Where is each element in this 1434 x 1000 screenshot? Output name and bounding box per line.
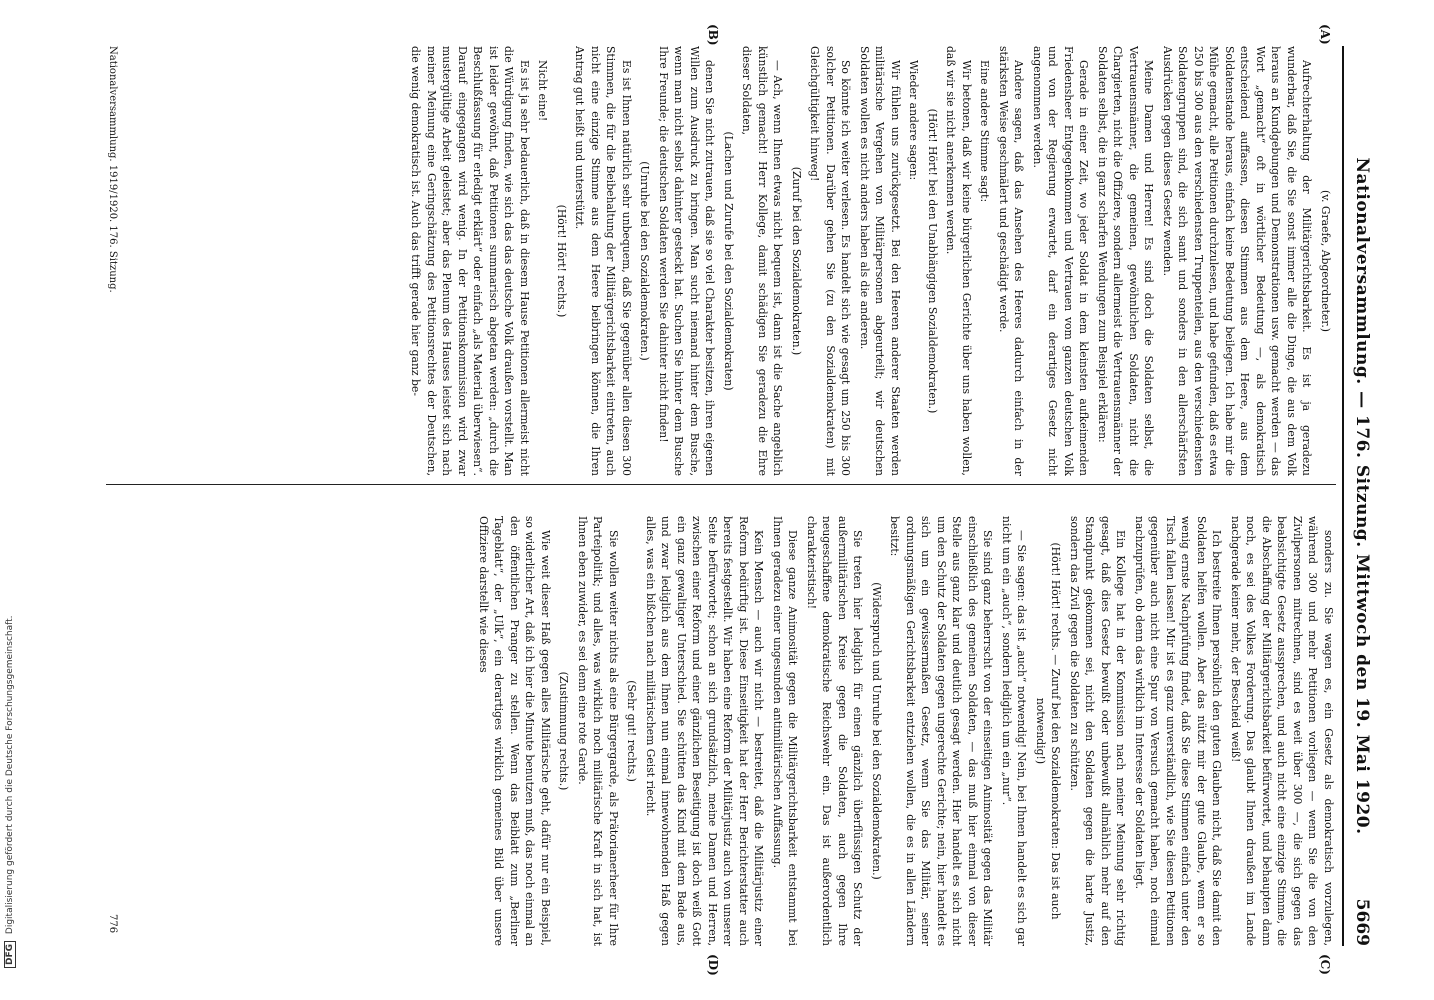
right-column [96,516,1336,946]
footer-citation: Nationalversammlung. 1919/1920. 176. Sitzung. [107,46,118,293]
paragraph: (Lachen und Zurufe bei den Sozialdemokraten) [722,131,735,391]
paragraph: sonders zu. Sie wagen es, ein Gesetz als demokratisch vorzulegen, während 300 und mehr Petitionen vorliegen — wenn Sie die von den Zivilpersonen mitrechnen, sind es weit über 300 —, die sich gegen das beabsichtigte Gesetz aussprechen, und auch nicht eine einzige Stimme, die die Abschaffung der Militärgerichtsbarkeit befürwortet, und behaupten dann noch, es sei des Volkes Forderung. Das glaubt Ihnen draußen im Lande nachgerade keiner mehr, der Bescheid weiß! [1229,516,1335,946]
paragraph: (Hört! Hört! rechts.) [555,204,568,318]
page-header [1342,46,1374,946]
paragraph: Wieder andere sagen: [907,60,921,181]
paragraph: Meine Damen und Herren! Es sind doch die Soldaten selbst, die Vertrauensmänner, die gemeinen, gewöhnlichen Soldaten, nicht die Chargierten, nicht die Offiziere, sondern allermeist die Vertrauensmänner der Soldaten selbst, die in ganz scharfen Wendungen zum Beispiel erklären: [1096,46,1156,476]
header-title: Nationalversammlung. — 176. Sitzung. Mittwoch den 19. Mai 1920. [1352,157,1372,835]
dfg-logo: DFG [4,941,16,968]
paragraph: (Hört! Hört! bei den Unabhängigen Sozialdemokraten.) [926,108,939,414]
paragraph: Sie sind ganz beherrscht von der einseitigen Animosität gegen das Militär einschließlich des gemeinen Soldaten, — das muß hier einmal von dieser Stelle aus ganz klar und deutlich gesagt werden. Hier handelt es sich nicht um den Schutz der Soldaten gegen ungerechte Gerichte; nein, hier handelt es sich um ein gewissermaßen Gesetz, wenn Sie das Militär, seiner ordnungsmäßigen Gerichtsbarkeit entziehen wollen, die es in allen Ländern besitzt: [888,516,995,946]
credit-text: Digitalisierung gefördert durch die Deutsche Forschungsgemeinschaft. [5,615,15,935]
paragraph: Diese ganze Animosität gegen die Militärgerichtsbarkeit entstammt bei Ihnen geradezu einer ungesunden antimilitärischen Auffassung. [771,516,800,946]
paragraph: Eine andere Stimme sagt: [978,60,992,203]
column-divider [106,484,1336,485]
scanned-page [80,0,1380,994]
sidebar-credit [4,0,24,968]
footer-page-number: 776 [107,914,118,934]
margin-marker-d: (D) [706,954,720,976]
margin-marker-b: (B) [706,24,720,46]
paragraph: Wie weit dieser Haß gegen alles Militärische geht, dafür nur ein Beispiel, so widerlicher Art, daß ich hier die Minute benutzen muß, das noch einmal an den öffentlichen Pranger zu stellen. Wenn das Beiblatt zum „Berliner Tageblatt“, der „Ulk“, ein derartiges wirklich gemeines Bild über unsere Offiziere darstellt wie dieses [477,516,552,946]
left-column [96,46,1336,476]
paragraph: denen Sie nicht zutrauen, daß sie so viel Charakter besitzen, ihren eigenen Willen zum Ausdruck zu bringen. Man sucht niemand hinter dem Busche, wenn man nicht selbst dahinter gesteckt hat. Suchen Sie hinter dem Busche Ihre Freunde; die deutschen Soldaten werden Sie dahinter nicht finden! [657,46,717,476]
paragraph: Wir fühlen uns zurückgesetzt. Bei den Heeren anderer Staaten werden militärische Vergehen von Militärpersonen abgeurteilt; wir deutschen Soldaten wollen es nicht anders haben als die anderen. [858,46,902,476]
paragraph: (Zuruf bei den Sozialdemokraten.) [790,166,803,356]
paragraph: Nicht eine! [536,60,550,122]
paragraph: (Widerspruch und Unruhe bei den Sozialdemokraten.) [870,582,883,880]
paragraph: Sie treten hier lediglich für einen gänzlich überflüssigen Schutz der außermilitärischen Kreise gegen die Soldaten, auch gegen Ihre neugeschaffene demokratische Reichswehr ein. Das ist außerordentlich charakteristisch! [805,516,865,946]
paragraph: (Hört! Hört! rechts. — Zuruf bei den Sozialdemokraten: Das ist auch notwendig!) [1034,542,1063,920]
paragraph: Es ist Ihnen natürlich sehr unbequem, daß Sie gegenüber allen diesen 300 Stimmen, die für die Beibehaltung der Militärgerichtsbarkeit eintreten, auch nicht eine einzige Stimme aus dem Heere beibringen können, die Ihren Antrag gut heißt und unterstützt. [573,46,633,476]
page-number: 5669 [1352,898,1372,946]
paragraph: (Unruhe bei den Sozialdemokraten.) [638,161,652,361]
paragraph: Wir betonen, daß wir keine bürgerlichen Gerichte über uns haben wollen, daß wir sie nicht anerkennen werden. [944,46,973,476]
paragraph: (Sehr gut! rechts.) [625,680,639,782]
paragraph: Ich bestreite Ihnen persönlich den guten Glauben nicht, daß Sie damit den Soldaten helfen wollen. Aber das nützt mir der gute Glaube, wenn er so wenig ernste Nachprüfung findet, daß Sie diese Stimmen einfach unter den Tisch fallen lassen! Mir ist es ganz unverständlich, wie Sie diesen Petitionen gegenüber auch nicht eine Spur von Versuch gemacht haben, noch einmal nachzuprüfen, ob denn das wirklich im Interesse der Soldaten liegt. [1133,516,1224,946]
paragraph: Gerade in einer Zeit, wo jeder Soldat in dem kleinsten aufkeimenden Friedensheer Entgegenkommen und Vertrauen vom ganzen deutschen Volk und von der Regierung erwartet, darf ein derartiges Gesetz nicht angenommen werden. [1031,46,1091,476]
paragraph: Ein Kollege hat in der Kommission nach meiner Meinung sehr richtig gesagt, daß dies Gesetz bewußt oder unbewußt allmählich mehr auf den Standpunkt gekommen sei, nicht den Soldaten gegen die harte Justiz, sondern das Zivil gegen die Soldaten zu schützen. [1068,516,1128,946]
margin-marker-c: (C) [1318,954,1332,975]
paragraph: Sie wollen weiter nichts als eine Bürgergarde, als Prätorianerheer für Ihre Parteipolitik; und alles, was wirklich noch militärische Kraft in sich hat, ist Ihnen eben zuwider, es sei denn eine rote Garde. [576,516,620,946]
paragraph: Aufrechterhaltung der Militärgerichtsbarkeit. Es ist ja geradezu wunderbar, daß Sie, die Sie sonst immer alle die Dinge, die aus dem Volk heraus an Kundgebungen und Demonstrationen usw. gemacht werden — das Wort „gemacht“ oft in wörtlicher Bedeutung —, als demokratisch entscheidend auffassen, diesen Stimmen aus dem Heere, aus dem Soldatenstande heraus, einfach keine Bedeutung beilegen. Ich habe mir die Mühe gemacht, alle Petitionen durchzulesen, und habe gefunden, daß es etwa 250 bis 300 aus den verschiedensten Truppenteilen, aus den verschiedensten Soldatengruppen sind, die sich samt und sonders in den allerschärfsten Ausdrücken gegen dieses Gesetz wenden. [1161,46,1314,476]
margin-marker-a: (A) [1318,24,1332,45]
paragraph: (v. Graefe, Abgeordneter.) [1319,189,1332,333]
paragraph: — Sie sagen: das ist „auch“ notwendig! Nein, bei Ihnen handelt es sich gar nicht um ein „auch“, sondern lediglich um ein „nur“. [1000,516,1029,946]
paragraph: (Zustimmung rechts.) [557,671,571,791]
paragraph: — Ach, wenn Ihnen etwas nicht bequem ist, dann ist die Sache angeblich künstlich gemacht! Herr Kollege, damit schädigen Sie geradezu die Ehre dieser Soldaten, [740,46,785,476]
paragraph: Kein Mensch — auch wir nicht — bestreitet, daß die Militärjustiz einer Reform bedürftig ist. Diese Einseitigkeit hat der Herr Berichterstatter auch bereits festgestellt. Wir haben eine Reform der Militärjustiz auch von unserer Seite befürwortet; schon an sich grundsätzlich, meine Damen und Herren, zwischen einer Reform und einer gänzlichen Beseitigung ist doch weiß Gott ein ganz gewaltiger Unterschied. Sie schütten das Kind mit dem Bade aus, und zwar lediglich aus dem Ihnen nun einmal innewohnenden Haß gegen alles, was ein bißchen nach militärischem Geist riecht. [644,516,766,946]
paragraph: So könnte ich weiter verlesen. Es handelt sich wie gesagt um 250 bis 300 solcher Petitionen. Darüber gehen Sie (zu den Sozialdemokraten) mit Gleichgültigkeit hinweg! [808,46,853,476]
paragraph: Andere sagen, daß das Ansehen des Heeres dadurch einfach in der stärksten Weise geschmälert und geschädigt werde. [997,46,1026,476]
paragraph: Es ist ja sehr bedauerlich, daß in diesem Hause Petitionen allermeist nicht die Würdigung finden, wie sich das das deutsche Volk draußen vorstellt. Man ist leider gewöhnt, daß Petitionen summarisch abgetan werden: „durch die Beschlußfassung für erledigt erklärt“ oder einfach „als Material überwiesen“. Darauf eingegangen wird wenig. In der Petitionskommission wird zwar mustergültige Arbeit geleistet; aber das Plenum des Hauses leistet sich nach meiner Meinung eine Geringschätzung des Petitionsrechtes der Deutschen, die wenig demokratisch ist. Auch das trifft gerade hier ganz be- [409,46,531,476]
